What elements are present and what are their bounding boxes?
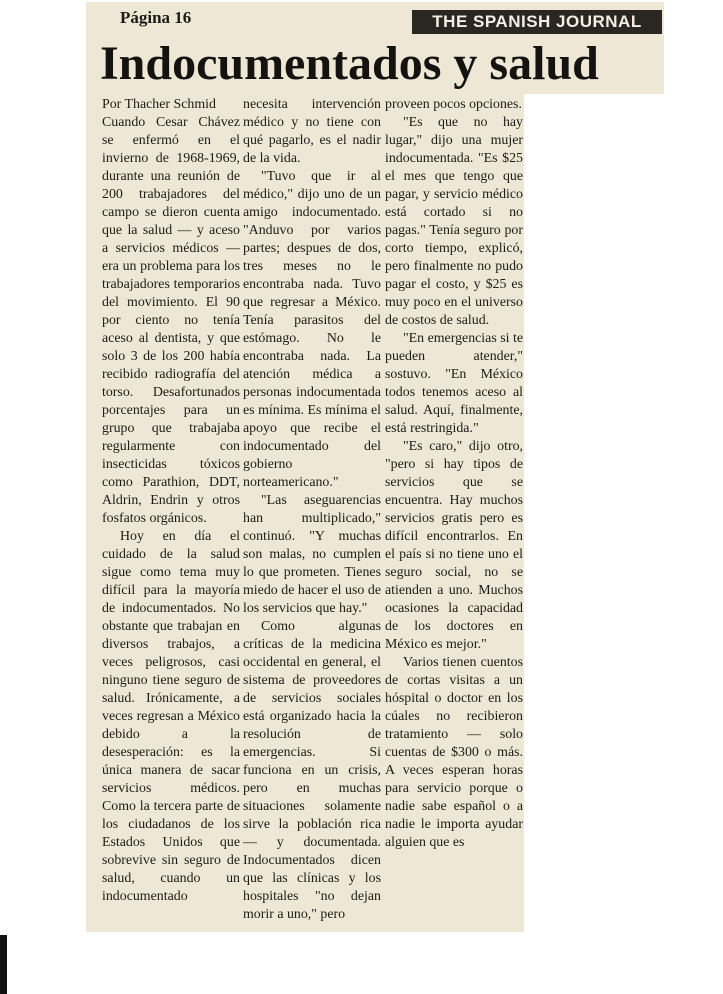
paragraph: necesita intervención médico y no tiene con qué pagarlo, es el nadir de la vida. <box>243 97 381 166</box>
headline: Indocumentados y salud <box>100 37 599 90</box>
paragraph: Cuando Cesar Chávez se enfermó en el invierno de 1968-1969, durante una reunión de 200 trabajadores del campo se dieron cuenta que la salud — y aceso a servicios médicos — era un problema para los trabajadores temporarios del movimiento. El 90 por ciento no tenía aceso al dentista, y que solo 3 de los 200 había recibido radiografía del torso. Desafortunados porcentajes para un grupo que trabajaba regularmente con insecticidas tóxicos como Parathion, DDT, Aldrin, Endrin y otros fosfatos orgánicos. <box>102 115 240 526</box>
paragraph: "Las aseguarencias han multiplicado," continuó. "Y muchas son malas, no cumplen lo que prometen. Tienes miedo de hacer el uso de los servicios que hay." <box>243 493 381 616</box>
paragraph: proveen pocos opciones. <box>385 97 522 112</box>
paragraph: Como algunas críticas de la medicina occidental en general, el sistema de proveedores de servicios sociales está organizado hacia la resolución de emergencias. Si funciona en un crisis, pero en muchas situaciones solamente sirve la población rica — y documentada. Indocumentados dicen que las clínicas y los hospitales "no dejan morir a uno," pero <box>243 619 381 922</box>
byline: Por Thacher Schmid <box>102 97 216 112</box>
article-column-2 <box>243 96 381 936</box>
article-column-3 <box>385 96 523 936</box>
publication-banner: THE SPANISH JOURNAL <box>412 10 662 34</box>
scan-edge <box>0 935 7 994</box>
article-column-1 <box>102 96 240 936</box>
paragraph: "En emergencias si te pueden atender," sostuvo. "En México todos tenemos aceso al salud. Aquí, finalmente, está restringida." <box>385 331 523 436</box>
paragraph: "Es caro," dijo otro, "pero si hay tipos de servicios que se encuentra. Hay muchos servicios gratis pero es difícil encontrarlos. En el país si no tiene uno el seguro social, no se atienden a uno. Muchos ocasiones la capacidad de los doctores en México es mejor." <box>385 439 523 652</box>
paragraph: Varios tienen cuentos de cortas visitas a un hóspital o doctor en los cúales no recibieron tratamiento — solo cuentas de $300 o más. A veces esperan horas para servicio porque o nadie sabe español o a nadie le importa ayudar alguien que es <box>385 655 523 850</box>
page-number: Página 16 <box>120 8 192 27</box>
paragraph: Hoy en día el cuidado de la salud sigue como tema muy difícil para la mayoría de indocumentados. No obstante que trabajan en diversos trabajos, a veces peligrosos, casi ninguno tiene seguro de salud. Irónicamente, a veces regresan a México debido a la desesperación: es la única manera de sacar servicios médicos. Como la tercera parte de los ciudadanos de los Estados Unidos que sobrevive sin seguro de salud, cuando un indocumentado <box>102 529 240 904</box>
paragraph: "Tuvo que ir al médico," dijo uno de un amigo indocumentado. "Anduvo por varios partes; despues de dos, tres meses no le encontraba nada. Tuvo que regresar a México. Tenía parasitos del estómago. No le encontraba nada. La atención médica a personas indocumentada es mínima. Es mínima el apoyo que recibe el indocumentado del gobierno norteamericano." <box>243 169 381 490</box>
paragraph: "Es que no hay lugar," dijo una mujer indocumentada. "Es $25 el mes que tengo que pagar, y servicio médico está cortado si no pagas." Tenía seguro por corto tiempo, explicó, pero finalmente no pudo pagar el costo, y $25 es muy poco en el universo de costos de salud. <box>385 115 523 328</box>
